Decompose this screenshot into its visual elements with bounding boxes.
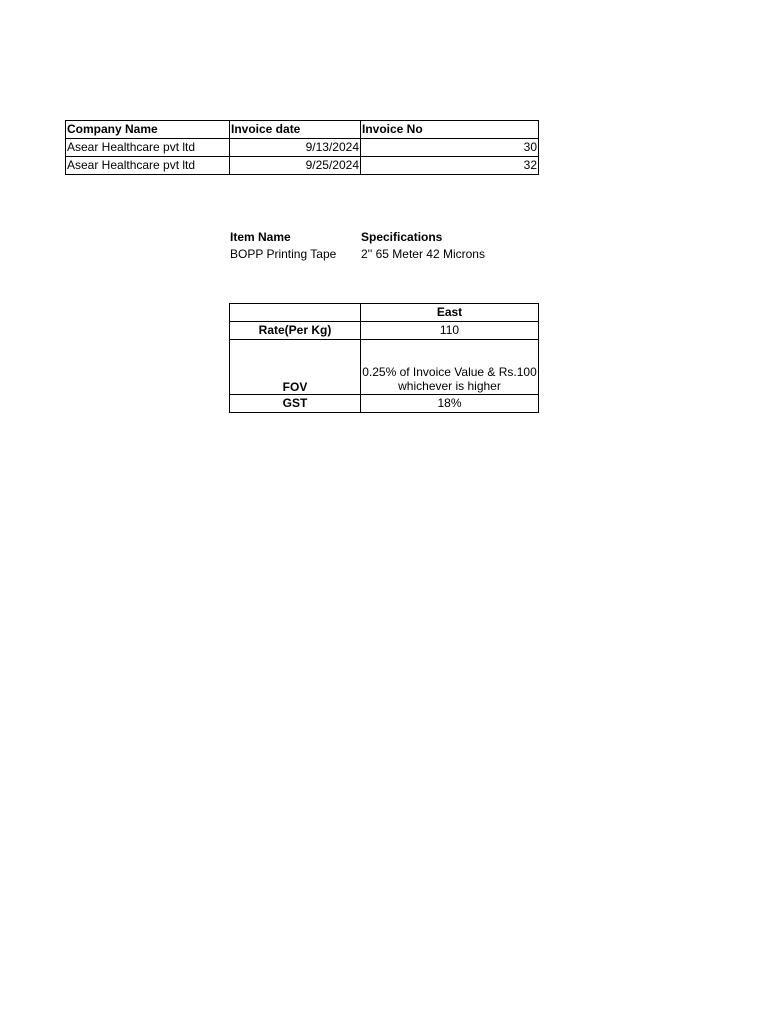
item-table [229,229,538,263]
cell-invoice-date[interactable]: 9/13/2024 [230,139,361,157]
table-row [66,157,539,175]
label-fov[interactable]: FOV [230,340,361,395]
header-company-name[interactable]: Company Name [66,121,230,139]
table-row [229,246,538,263]
cell-empty[interactable] [230,304,361,322]
value-gst[interactable]: 18% [361,395,539,413]
table-row [230,395,539,413]
value-fov[interactable]: 0.25% of Invoice Value & Rs.100 whichever is higher [361,340,539,395]
table-row [230,322,539,340]
header-item-name[interactable]: Item Name [230,230,291,244]
table-row [230,340,539,395]
label-gst[interactable]: GST [230,395,361,413]
rate-header-row [230,304,539,322]
cell-specifications[interactable]: 2'' 65 Meter 42 Microns [361,247,485,261]
cell-invoice-date[interactable]: 9/25/2024 [230,157,361,175]
item-header-row [229,229,538,246]
cell-company-name[interactable]: Asear Healthcare pvt ltd [66,139,230,157]
header-specifications[interactable]: Specifications [361,230,443,244]
label-rate-per-kg[interactable]: Rate(Per Kg) [230,322,361,340]
rate-table [229,303,539,413]
value-rate-per-kg[interactable]: 110 [361,322,539,340]
cell-company-name[interactable]: Asear Healthcare pvt ltd [66,157,230,175]
invoice-table [65,120,539,175]
cell-invoice-no[interactable]: 32 [361,157,539,175]
cell-invoice-no[interactable]: 30 [361,139,539,157]
header-invoice-date[interactable]: Invoice date [230,121,361,139]
cell-item-name[interactable]: BOPP Printing Tape [230,247,337,261]
header-east[interactable]: East [361,304,539,322]
table-header-row [66,121,539,139]
header-invoice-no[interactable]: Invoice No [361,121,539,139]
table-row [66,139,539,157]
